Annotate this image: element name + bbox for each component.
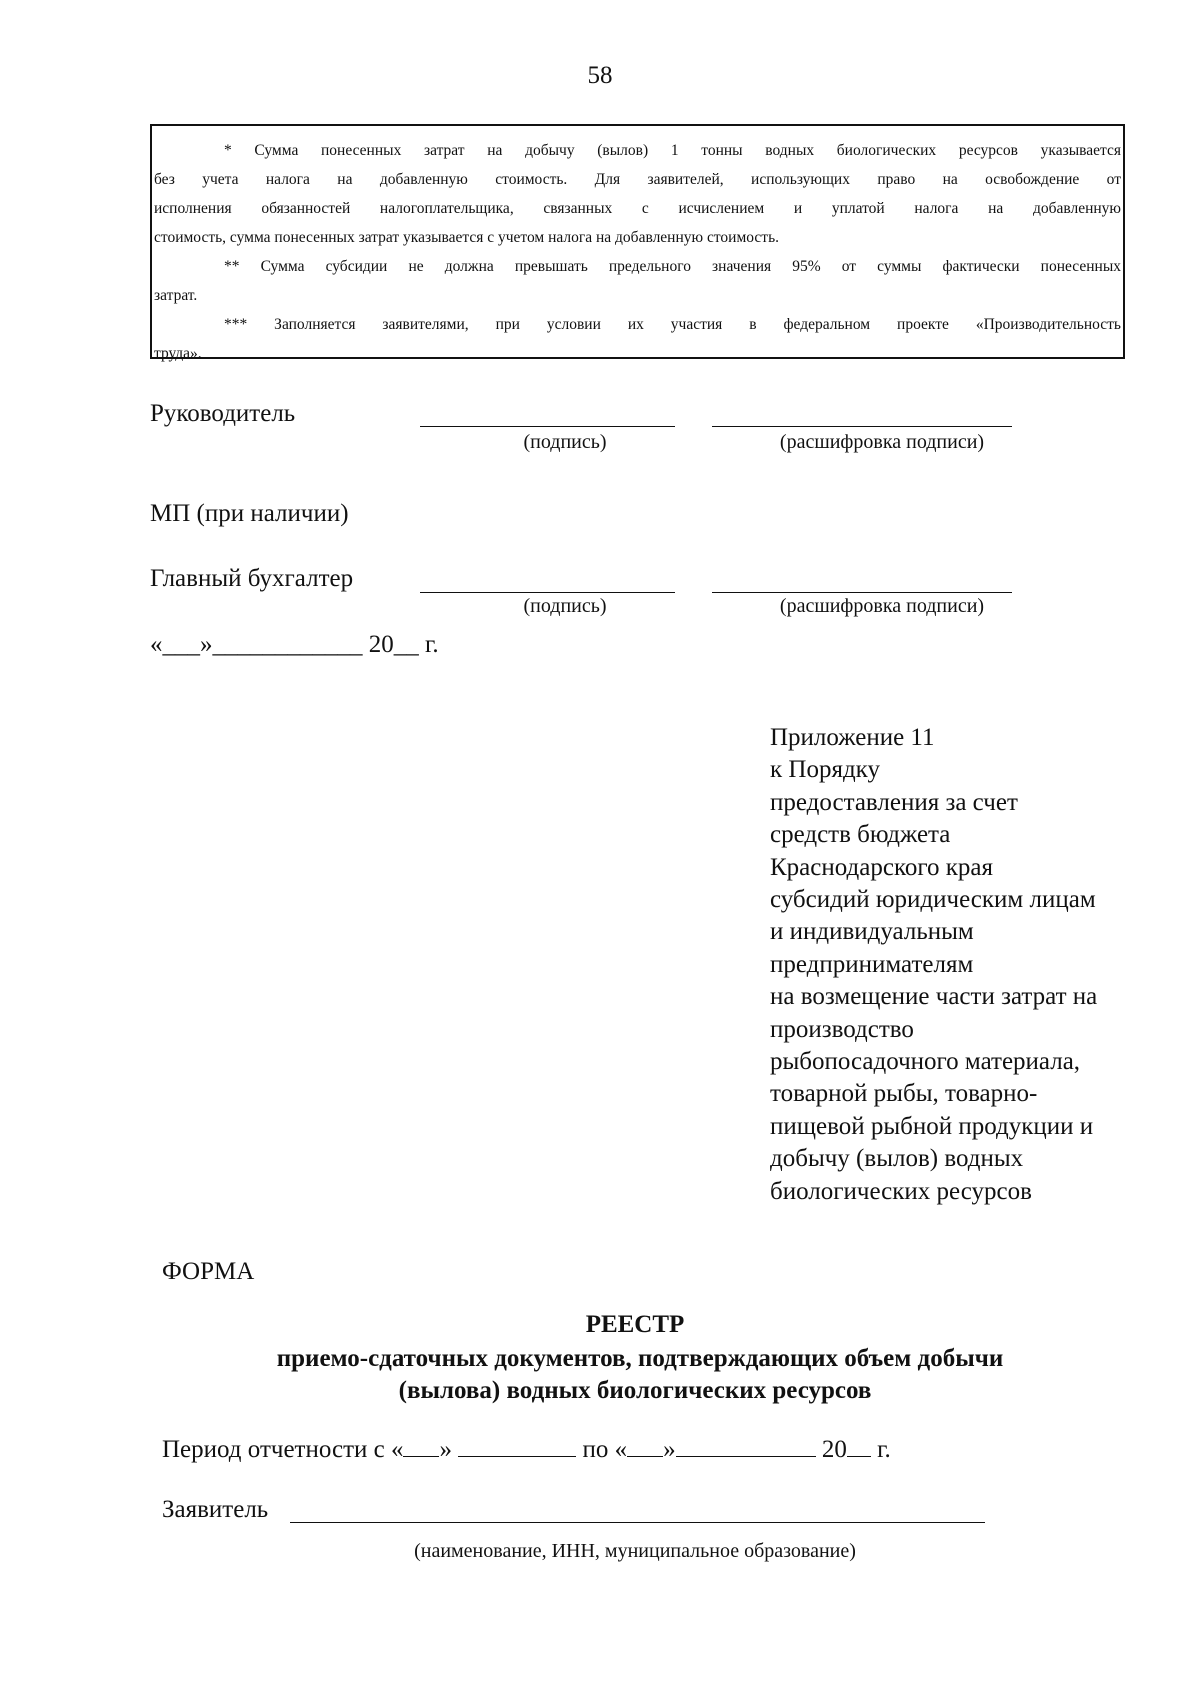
appendix-line: на возмещение части затрат на <box>770 983 1098 1011</box>
register-subtitle-line-1: приемо-сдаточных документов, подтверждающих объем добычи <box>276 1345 1004 1372</box>
appendix-line: предпринимателям <box>770 950 974 978</box>
applicant-label: Заявитель <box>162 1496 269 1523</box>
footnote-1-line-3: исполнения обязанностей налогоплательщика, связанных с исчислением и уплатой налога на добавленную <box>154 200 1121 217</box>
head-signature-caption: (подпись) <box>523 431 607 453</box>
footnote-1-line-2: без учета налога на добавленную стоимость. Для заявителей, использующих право на освобождение от <box>154 171 1121 188</box>
applicant-field[interactable] <box>290 1522 985 1523</box>
appendix-line: рыбопосадочного материала, <box>770 1048 1081 1076</box>
footnote-2-line-2: затрат. <box>154 287 198 304</box>
date-line: «___»____________ 20__ г. <box>150 631 439 658</box>
register-subtitle-line-2: (вылова) водных биологических ресурсов <box>398 1377 872 1404</box>
footnote-3-line-2: труда». <box>154 345 202 362</box>
period-year-label: 20 <box>821 1436 847 1463</box>
appendix-line: средств бюджета <box>770 821 951 849</box>
applicant-caption: (наименование, ИНН, муниципальное образование) <box>414 1540 856 1562</box>
appendix-line: предоставления за счет <box>770 788 1018 816</box>
period-year-suffix: г. <box>877 1436 891 1463</box>
period-from-day-field[interactable] <box>403 1434 439 1457</box>
reporting-period-line <box>162 1434 891 1464</box>
appendix-line: товарной рыбы, товарно- <box>770 1080 1038 1108</box>
head-label: Руководитель <box>150 400 296 427</box>
appendix-line: к Порядку <box>770 756 880 784</box>
stamp-label: МП (при наличии) <box>150 500 349 527</box>
period-to-month-field[interactable] <box>676 1434 816 1457</box>
period-from-month-field[interactable] <box>458 1434 576 1457</box>
appendix-block <box>770 722 1170 1208</box>
form-label: ФОРМА <box>162 1258 255 1285</box>
footnote-1-line-1: * Сумма понесенных затрат на добычу (вылов) 1 тонны водных биологических ресурсов указывается <box>224 142 1121 159</box>
accountant-decode-caption: (расшифровка подписи) <box>779 595 985 617</box>
appendix-line: пищевой рыбной продукции и <box>770 1112 1094 1140</box>
appendix-line: производство <box>770 1015 914 1043</box>
head-decode-caption: (расшифровка подписи) <box>779 431 985 453</box>
appendix-line: Приложение 11 <box>770 724 935 751</box>
period-from-quote: » <box>439 1436 452 1463</box>
head-signature-line[interactable] <box>420 426 675 427</box>
period-to-quote: » <box>663 1436 676 1463</box>
accountant-decode-line[interactable] <box>712 592 1012 593</box>
footnote-1-line-4: стоимость, сумма понесенных затрат указывается с учетом налога на добавленную стоимость. <box>154 229 780 246</box>
period-to-label: по « <box>582 1436 628 1463</box>
appendix-line: и индивидуальным <box>770 918 974 946</box>
footnote-2-line-1: ** Сумма субсидии не должна превышать предельного значения 95% от суммы фактически понесенных <box>224 258 1121 275</box>
register-title: РЕЕСТР <box>585 1311 685 1338</box>
appendix-line: добычу (вылов) водных <box>770 1145 1024 1173</box>
accountant-label: Главный бухгалтер <box>150 565 354 592</box>
accountant-signature-caption: (подпись) <box>523 595 607 617</box>
appendix-line: биологических ресурсов <box>770 1177 1032 1205</box>
period-year-field[interactable] <box>847 1434 871 1457</box>
footnotes-box <box>150 124 1125 362</box>
period-from-label: Период отчетности с « <box>162 1436 404 1463</box>
period-to-day-field[interactable] <box>627 1434 663 1457</box>
footnote-3-line-1: *** Заполняется заявителями, при условии их участия в федеральном проекте «Производительность <box>224 316 1121 333</box>
accountant-signature-line[interactable] <box>420 592 675 593</box>
appendix-line: Краснодарского края <box>770 853 993 881</box>
head-decode-line[interactable] <box>712 426 1012 427</box>
appendix-line: субсидий юридическим лицам <box>770 886 1096 914</box>
page-number: 58 <box>587 62 613 89</box>
